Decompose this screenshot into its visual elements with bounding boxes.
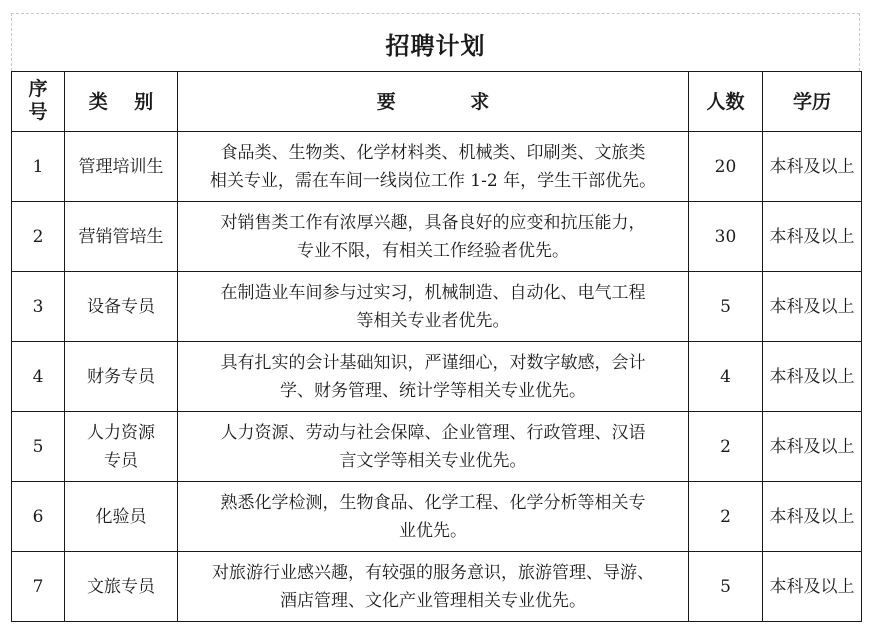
requirement-line: 在制造业车间参与过实习，机械制造、自动化、电气工程 (220, 282, 646, 303)
row-requirement (178, 202, 689, 272)
recruitment-table (11, 71, 862, 622)
row-no: 7 (12, 552, 65, 622)
header-requirement: 要 求 (178, 72, 689, 132)
row-no: 5 (12, 412, 65, 482)
row-requirement (178, 342, 689, 412)
requirement-line: 对销售类工作有浓厚兴趣，具备良好的应变和抗压能力， (220, 212, 646, 233)
row-education: 本科及以上 (763, 272, 862, 342)
row-category: 营销管培生 (65, 202, 178, 272)
requirement-line: 对旅游行业感兴趣，有较强的服务意识，旅游管理、导游、 (212, 562, 654, 583)
row-count: 30 (689, 202, 763, 272)
row-requirement (178, 552, 689, 622)
row-count: 2 (689, 482, 763, 552)
table-row (12, 552, 862, 622)
row-requirement (178, 132, 689, 202)
requirement-line: 酒店管理、文化产业管理相关专业优先。 (280, 590, 586, 611)
row-requirement (178, 482, 689, 552)
row-count: 5 (689, 272, 763, 342)
requirement-line: 学、财务管理、统计学等相关专业优先。 (280, 380, 586, 401)
table-row (12, 412, 862, 482)
header-category: 类 别 (65, 72, 178, 132)
requirement-line: 人力资源、劳动与社会保障、企业管理、行政管理、汉语 (220, 422, 646, 443)
requirement-line: 专业不限，有相关工作经验者优先。 (297, 240, 569, 261)
requirement-line: 言文学等相关专业优先。 (339, 450, 527, 471)
row-category: 设备专员 (65, 272, 178, 342)
requirement-line: 食品类、生物类、化学材料类、机械类、印刷类、文旅类 (220, 142, 646, 163)
row-category (65, 412, 178, 482)
row-education: 本科及以上 (763, 482, 862, 552)
requirement-line: 熟悉化学检测，生物食品、化学工程、化学分析等相关专 (220, 492, 646, 513)
header-row (12, 72, 862, 132)
row-category: 化验员 (65, 482, 178, 552)
row-category: 财务专员 (65, 342, 178, 412)
row-no: 6 (12, 482, 65, 552)
row-no: 1 (12, 132, 65, 202)
requirement-line: 业优先。 (399, 520, 467, 541)
row-education: 本科及以上 (763, 202, 862, 272)
row-education: 本科及以上 (763, 412, 862, 482)
header-no: 序号 (12, 72, 65, 132)
row-count: 2 (689, 412, 763, 482)
row-no: 3 (12, 272, 65, 342)
page-title: 招聘计划 (385, 32, 486, 60)
header-education: 学历 (763, 72, 862, 132)
requirement-line: 相关专业，需在车间一线岗位工作 1-2 年，学生干部优先。 (209, 170, 657, 191)
row-requirement (178, 272, 689, 342)
row-count: 4 (689, 342, 763, 412)
row-education: 本科及以上 (763, 552, 862, 622)
row-no: 2 (12, 202, 65, 272)
row-category: 管理培训生 (65, 132, 178, 202)
table-row (12, 342, 862, 412)
header-count: 人数 (689, 72, 763, 132)
table-row (12, 272, 862, 342)
table-row (12, 202, 862, 272)
row-education: 本科及以上 (763, 132, 862, 202)
requirement-line: 等相关专业者优先。 (356, 310, 510, 331)
table-row (12, 132, 862, 202)
requirement-line: 具有扎实的会计基础知识，严谨细心，对数字敏感，会计 (220, 352, 646, 373)
row-count: 20 (689, 132, 763, 202)
row-requirement (178, 412, 689, 482)
table-row (12, 482, 862, 552)
row-category: 文旅专员 (65, 552, 178, 622)
row-education: 本科及以上 (763, 342, 862, 412)
row-no: 4 (12, 342, 65, 412)
title-bar (11, 13, 860, 71)
category-line: 人力资源 (87, 422, 155, 443)
category-line: 专员 (104, 450, 138, 471)
row-count: 5 (689, 552, 763, 622)
